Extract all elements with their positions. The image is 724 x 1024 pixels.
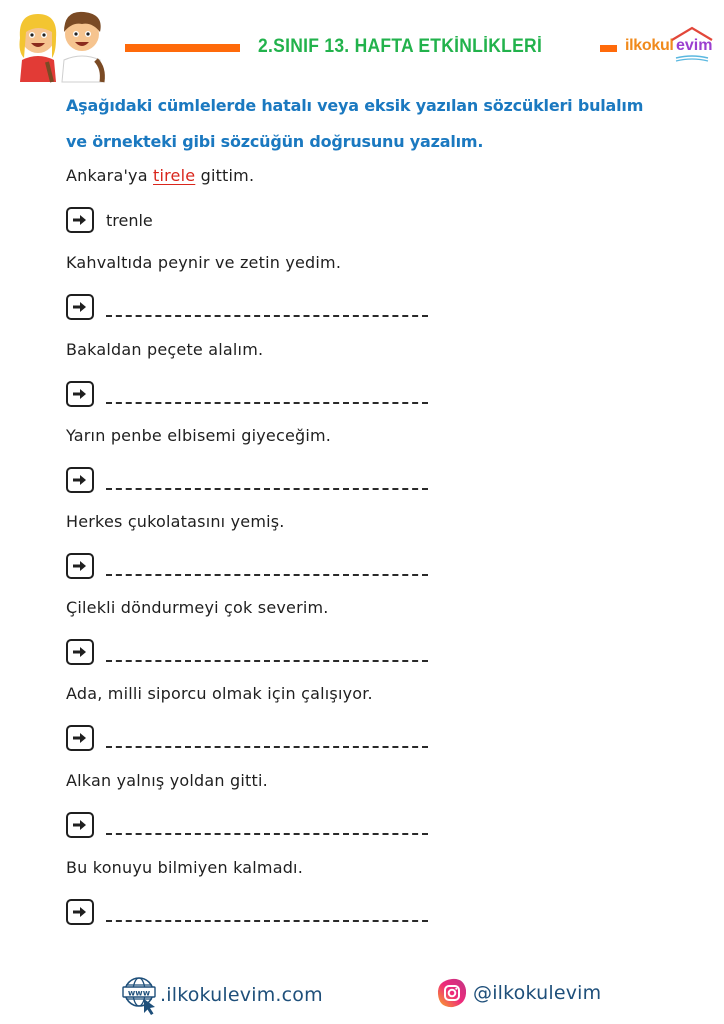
answer-row [66, 467, 666, 493]
arrow-right-box-icon [66, 812, 94, 838]
exercise-sentence: Yarın penbe elbisemi giyeceğim. [66, 426, 332, 445]
brand-logo[interactable] [600, 26, 718, 66]
example-answer-row [66, 207, 666, 233]
answer-row [66, 725, 666, 751]
instruction-line-2: ve örnekteki gibi sözcüğün doğrusunu yazalım. [66, 132, 484, 151]
exercise-item-6 [66, 682, 666, 751]
exercise-item-5 [66, 596, 666, 665]
answer-blank-line[interactable] [106, 734, 428, 748]
answer-row [66, 553, 666, 579]
header-accent-bar [125, 44, 240, 52]
arrow-right-box-icon [66, 207, 94, 233]
arrow-right-box-icon [66, 381, 94, 407]
example-sentence-after: gittim. [195, 166, 255, 185]
answer-row [66, 812, 666, 838]
instructions [66, 88, 666, 160]
globe-www-icon [122, 975, 158, 1015]
exercise-sentence: Alkan yalnış yoldan gitti. [66, 771, 268, 790]
arrow-right-box-icon [66, 467, 94, 493]
answer-blank-line[interactable] [106, 476, 428, 490]
kids-illustration [12, 2, 112, 84]
exercise-sentence: Kahvaltıda peynir ve zetin yedim. [66, 253, 342, 272]
answer-blank-line[interactable] [106, 821, 428, 835]
instruction-line-1: Aşağıdaki cümlelerde hatalı veya eksik yazılan sözcükleri bulalım [66, 96, 644, 115]
example-item [66, 164, 666, 233]
example-sentence-before: Ankara'ya [66, 166, 154, 185]
exercise-item-2 [66, 338, 666, 407]
svg-text:www: www [127, 988, 151, 998]
exercise-sentence: Bu konuyu bilmiyen kalmadı. [66, 858, 303, 877]
answer-row [66, 381, 666, 407]
instagram-icon [437, 978, 467, 1008]
brand-text-evim: evim [676, 37, 713, 54]
arrow-right-box-icon [66, 294, 94, 320]
answer-row [66, 294, 666, 320]
instagram-handle: @ilkokulevim [473, 982, 602, 1004]
arrow-right-box-icon [66, 899, 94, 925]
exercise-sentence: Ada, milli siporcu olmak için çalışıyor. [66, 684, 373, 703]
exercise-item-3 [66, 424, 666, 493]
website-text: .ilkokulevim.com [160, 984, 323, 1006]
exercise-item-1 [66, 251, 666, 320]
answer-blank-line[interactable] [106, 303, 428, 317]
exercise-sentence: Bakaldan peçete alalım. [66, 340, 264, 359]
answer-blank-line[interactable] [106, 390, 428, 404]
exercise-sentence: Herkes çukolatasını yemiş. [66, 512, 285, 531]
brand-text-ilkokul: ilkokul [625, 37, 674, 54]
arrow-right-box-icon [66, 639, 94, 665]
instagram-link[interactable] [437, 975, 601, 1011]
example-sentence [66, 164, 666, 188]
answer-row [66, 899, 666, 925]
website-link[interactable] [122, 975, 323, 1015]
example-wrong-word: tirele [153, 166, 196, 185]
answer-blank-line[interactable] [106, 648, 428, 662]
brand-accent-bar [600, 45, 617, 52]
exercise-sentence: Çilekli döndurmeyi çok severim. [66, 598, 329, 617]
arrow-right-box-icon [66, 725, 94, 751]
worksheet-title: 2.SINIF 13. HAFTA ETKİNLİKLERİ [258, 36, 543, 57]
exercise-item-8 [66, 856, 666, 925]
answer-row [66, 639, 666, 665]
exercise-item-7 [66, 769, 666, 838]
exercise-item-4 [66, 510, 666, 579]
arrow-right-box-icon [66, 553, 94, 579]
answer-blank-line[interactable] [106, 908, 428, 922]
answer-blank-line[interactable] [106, 562, 428, 576]
example-answer: trenle [106, 210, 153, 230]
